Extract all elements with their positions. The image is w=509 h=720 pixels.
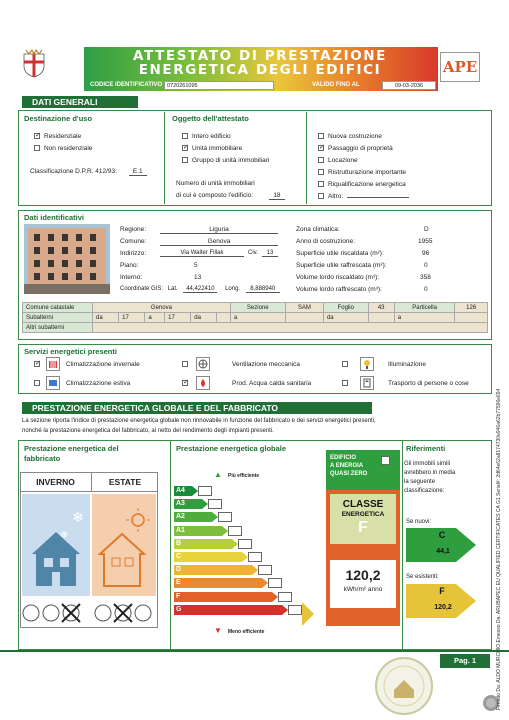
civ-label: Civ.	[248, 250, 258, 256]
unita-immobiliare-checkbox[interactable]	[182, 145, 188, 151]
servizio-item[interactable]	[342, 380, 352, 387]
nzeb-box: EDIFICIO A ENERGIA QUASI ZERO	[326, 450, 400, 490]
passaggio-proprieta-checkbox[interactable]	[318, 145, 324, 151]
non-residenziale-checkbox[interactable]	[34, 145, 40, 151]
identificativi-title: Dati identificativi	[24, 213, 85, 222]
header-code-row	[84, 80, 438, 91]
indirizzo-value: Via Walter Fillak	[160, 250, 244, 257]
class-checkbox-c	[248, 552, 262, 562]
indice-value: 120,2	[345, 567, 381, 583]
esistenti-arrow	[406, 584, 476, 618]
sup-risc-value: 96	[422, 250, 430, 257]
indice-box	[330, 560, 396, 608]
section-prestazione: PRESTAZIONE ENERGETICA GLOBALE E DEL FABBRICATO	[22, 402, 372, 414]
fabbricato-title: Prestazione energetica del fabbricato	[24, 444, 119, 463]
code-label: CODICE IDENTIFICATIVO	[90, 82, 163, 88]
residenziale-option[interactable]: ✓Residenziale	[34, 133, 81, 140]
class-bar-b: B	[174, 539, 232, 549]
servizio-item[interactable]	[342, 361, 352, 368]
esistenti-label: Se esistenti:	[406, 574, 439, 580]
region-logo	[22, 48, 46, 78]
code-value: 0720261095	[164, 81, 274, 90]
class-bar-a1: A1	[174, 526, 222, 536]
class-bar-f: F	[174, 592, 272, 602]
oggetto-title: Oggetto dell'attestato	[172, 114, 249, 123]
indirizzo-label: Indirizzo:	[120, 250, 147, 257]
indice-unit: kWh/m² anno	[343, 586, 383, 593]
page-number: Pag. 1	[440, 654, 490, 668]
vol-raff-label: Volume lordo raffrescato (m³):	[296, 286, 382, 293]
intero-edificio-option[interactable]: Intero edificio	[182, 133, 231, 140]
cooling-icon	[46, 376, 60, 390]
certifier-stamp	[374, 656, 434, 716]
trasporto-checkbox[interactable]	[342, 380, 348, 386]
inverno-label: INVERNO	[20, 472, 92, 492]
vol-risc-value: 358	[420, 274, 431, 281]
acqua-calda-checkbox[interactable]	[182, 380, 188, 386]
up-arrow-icon: ▲	[214, 470, 222, 479]
servizio-item[interactable]	[182, 361, 192, 368]
fan-icon	[196, 357, 210, 371]
unita-immobiliare-option[interactable]: ✓Unità immobiliare	[182, 145, 242, 152]
vol-risc-label: Volume lordo riscaldato (m³):	[296, 274, 380, 281]
altro-field[interactable]	[347, 197, 409, 198]
locazione-option[interactable]: Locazione	[318, 157, 358, 164]
altro-checkbox[interactable]	[318, 193, 324, 199]
riferimenti-text: Gli immobili simili avrebbero in media la seguente classificazione:	[404, 461, 456, 494]
class-bar-a4: A4	[174, 486, 192, 496]
comune-label: Comune:	[120, 238, 147, 245]
rating-faces	[20, 598, 158, 628]
intero-edificio-checkbox[interactable]	[182, 133, 188, 139]
nuovi-class: C	[438, 530, 446, 540]
piano-value: 5	[194, 262, 198, 269]
piu-efficiente-label: Più efficiente	[228, 473, 260, 479]
class-checkbox-g	[288, 605, 302, 615]
table-row: Subalterni da 17 a 17 da a da a	[23, 313, 488, 323]
classe-inner: CLASSE ENERGETICA F	[330, 494, 396, 544]
servizi-title: Servizi energetici presenti	[24, 347, 117, 356]
lat-value: 44,422410	[183, 286, 217, 293]
civ-value: 13	[262, 250, 278, 257]
summer-house-icon	[92, 494, 156, 596]
zona-value: D	[424, 226, 429, 233]
elevator-icon	[360, 376, 374, 390]
globale-title: Prestazione energetica globale	[176, 444, 287, 453]
class-checkbox-b	[238, 539, 252, 549]
regione-value: Liguria	[160, 226, 278, 234]
winter-house-icon	[22, 494, 90, 596]
comune-value: Genova	[160, 238, 278, 246]
acqua-calda-label: Prod. Acqua calda sanitaria	[232, 380, 312, 387]
class-checkbox-f	[278, 592, 292, 602]
altro-option[interactable]: Altro:	[318, 193, 409, 200]
piano-label: Piano:	[120, 262, 139, 269]
zona-label: Zona climatica:	[296, 226, 340, 233]
anno-label: Anno di costruzione:	[296, 238, 355, 245]
valid-label: VALIDO FINO AL	[312, 82, 360, 88]
residenziale-checkbox[interactable]	[34, 133, 40, 139]
class-checkbox-a1	[228, 526, 242, 536]
ristrutturazione-checkbox[interactable]	[318, 169, 324, 175]
classificazione-row: Classificazione D.P.R. 412/93: E.1	[30, 168, 147, 176]
ventilazione-checkbox[interactable]	[182, 361, 188, 367]
locazione-checkbox[interactable]	[318, 157, 324, 163]
estate-label: ESTATE	[92, 472, 158, 492]
clima-invernale-label: Climatizzazione invernale	[66, 361, 140, 368]
servizio-item[interactable]	[34, 361, 44, 368]
trasporto-label: Trasporto di persone o cose	[388, 380, 469, 387]
footer-line	[0, 650, 509, 652]
nzeb-checkbox[interactable]	[381, 456, 390, 465]
class-checkbox-e	[268, 578, 282, 588]
riqualificazione-checkbox[interactable]	[318, 181, 324, 187]
classe-value: F	[358, 519, 368, 536]
class-checkbox-a2	[218, 512, 232, 522]
classe-box	[326, 490, 400, 626]
units-label-1: Numero di unità immobiliari	[176, 180, 255, 187]
units-row: di cui è composto l'edificio: 18	[176, 192, 285, 200]
prestazione-text-1: La sezione riporta l'indice di prestazione energetica globale non rinnovabile in funzione del fabbricato e dei servizi energetici presenti,	[22, 418, 376, 424]
clima-invernale-checkbox[interactable]	[34, 361, 40, 367]
sup-risc-label: Superficie utile riscaldata (m²):	[296, 250, 384, 257]
valid-value: 09-03-2036	[382, 81, 436, 90]
esistenti-value: 120,2	[434, 604, 452, 611]
radiator-icon	[46, 357, 60, 371]
class-bar-a3: A3	[174, 499, 202, 509]
table-row: Altri subalterni	[23, 323, 488, 333]
classe-indicator-arrow	[302, 602, 314, 626]
divider	[306, 112, 307, 204]
destinazione-title: Destinazione d'uso	[24, 114, 93, 123]
section-dati-generali: DATI GENERALI	[22, 96, 138, 108]
nuovi-value: 44,1	[436, 548, 450, 555]
ristrutturazione-option[interactable]: Ristrutturazione importante	[318, 169, 406, 176]
prestazione-text-2: nonché la prestazione energetica del fabbricato, al netto del rendimento degli impianti presenti.	[22, 428, 274, 434]
illuminazione-checkbox[interactable]	[342, 361, 348, 367]
servizio-item[interactable]	[182, 380, 192, 387]
nuovi-arrow	[406, 528, 476, 562]
sup-raff-value: 0	[424, 262, 428, 269]
anno-value: 1955	[418, 238, 433, 245]
class-checkbox-a3	[208, 499, 222, 509]
svg-text:❄: ❄	[60, 530, 69, 541]
servizio-item[interactable]	[34, 380, 44, 387]
nuova-costruzione-option[interactable]: Nuova costruzione	[318, 133, 382, 140]
building-photo	[24, 224, 110, 294]
regione-label: Regione:	[120, 226, 147, 233]
class-bar-e: E	[174, 578, 262, 588]
units-value: 18	[269, 192, 285, 200]
ape-logo: APE	[440, 52, 480, 82]
riqualificazione-option[interactable]: Riqualificazione energetica	[318, 181, 406, 188]
lightbulb-icon	[360, 357, 374, 371]
classificazione-value: E.1	[129, 168, 147, 176]
long-value: 8,888940	[246, 286, 280, 293]
riferimenti-title: Riferimenti	[406, 444, 446, 453]
interno-value: 13	[194, 274, 202, 281]
class-bar-c: C	[174, 552, 242, 562]
svg-text:❄: ❄	[72, 509, 84, 525]
interno-label: Interno:	[120, 274, 143, 281]
class-checkbox-a4	[198, 486, 212, 496]
class-checkbox-d	[258, 565, 272, 575]
nuova-costruzione-checkbox[interactable]	[318, 133, 324, 139]
class-bar-d: D	[174, 565, 252, 575]
passaggio-proprieta-option[interactable]: ✓Passaggio di proprietà	[318, 145, 393, 152]
esistenti-class: F	[439, 586, 445, 596]
non-residenziale-option[interactable]: Non residenziale	[34, 145, 92, 152]
clima-estiva-label: Climatizzazione estiva	[66, 380, 131, 387]
catasto-table	[22, 302, 488, 333]
hot-water-icon	[196, 376, 210, 390]
down-arrow-icon: ▼	[214, 626, 222, 635]
class-bar-g: G	[174, 605, 282, 615]
digital-signature-text: Firmato Da: ALDO MURCHIO Emesso Da: ARUBAPEC EU QUALIFIED CERTIFICATES CA G1 Serial#: 2d64e62a8174730e946a62b77596e694	[496, 388, 502, 710]
document-title: ATTESTATO DI PRESTAZIONE ENERGETICA DEGLI EDIFICI	[133, 48, 387, 78]
coord-row: Coordinate GIS: Lat. 44,422410 Long. 8,888940	[120, 286, 280, 293]
clima-estiva-checkbox[interactable]	[34, 380, 40, 386]
meno-efficiente-label: Meno efficiente	[228, 629, 265, 635]
vol-raff-value: 0	[424, 286, 428, 293]
table-row: Comune catastale Genova Sezione SAM Foglio 43 Particella 126	[23, 303, 488, 313]
ventilazione-label: Ventilazione meccanica	[232, 361, 300, 368]
divider	[402, 440, 403, 650]
divider	[164, 112, 165, 204]
nuovi-label: Se nuovi:	[406, 519, 432, 525]
illuminazione-label: Illuminazione	[388, 361, 426, 368]
divider	[170, 440, 171, 650]
gruppo-unita-option[interactable]: Gruppo di unità immobiliari	[182, 157, 269, 164]
class-bar-a2: A2	[174, 512, 212, 522]
gruppo-unita-checkbox[interactable]	[182, 157, 188, 163]
sup-raff-label: Superficie utile raffrescata (m²):	[296, 262, 387, 269]
